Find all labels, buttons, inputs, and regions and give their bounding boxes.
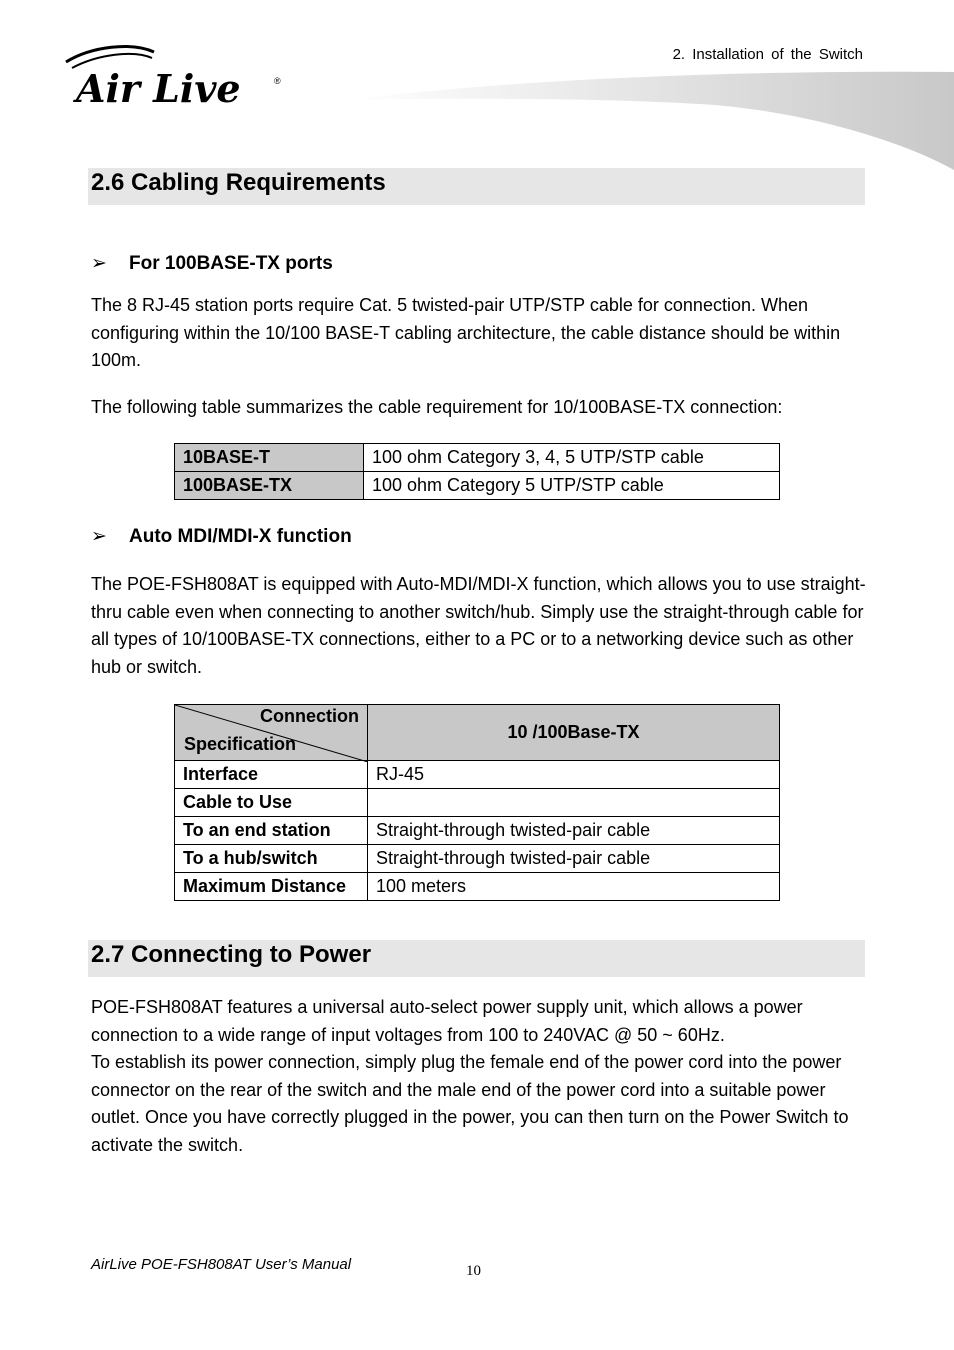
paragraph-power-connection: To establish its power connection, simply plug the female end of the power cord into the power connector on the rear of the switch and the male end of the power cord into a suitable power outlet. Once you have correctly plugged in the power, you can then turn on the Power Switch to activate the switch.: [91, 1052, 849, 1155]
table-cell-value: 100 ohm Category 3, 4, 5 UTP/STP cable: [364, 444, 780, 472]
table-cell-value: Straight-through twisted-pair cable: [368, 845, 780, 873]
table-header-row: [175, 705, 780, 761]
section-heading-bar: [88, 940, 865, 977]
table-cell-value: RJ-45: [368, 761, 780, 789]
table-row: [175, 817, 780, 845]
logo-text: Air Live: [76, 66, 241, 110]
cable-type-table: [174, 443, 780, 500]
svg-text:®: ®: [274, 76, 281, 86]
paragraph-auto-mdi: The POE-FSH808AT is equipped with Auto-MDI/MDI-X function, which allows you to use straight-thru cable even when connecting to another switch/hub. Simply use the straight-through cable for all types of 10/100BASE-TX connections, either to a PC or to a networking device such as other hub or switch.: [91, 574, 866, 677]
chapter-header: 2. Installation of the Switch: [672, 46, 863, 63]
table-column-header: 10 /100Base-TX: [368, 705, 780, 761]
bullet-100base-tx: [91, 252, 333, 275]
table-row: [175, 472, 780, 500]
bullet-label: For 100BASE-TX ports: [129, 253, 333, 274]
table-cell-value: 100 meters: [368, 873, 780, 901]
connection-spec-table: [174, 704, 780, 901]
table-cell-value: Straight-through twisted-pair cable: [368, 817, 780, 845]
bullet-label: Auto MDI/MDI-X function: [129, 526, 352, 547]
table-cell-value: 100 ohm Category 5 UTP/STP cable: [364, 472, 780, 500]
arrow-bullet-icon: ➢: [91, 253, 107, 274]
table-cell-label: 10BASE-T: [175, 444, 364, 472]
table-cell-value: [368, 789, 780, 817]
table-row: [175, 845, 780, 873]
table-cell-label: To an end station: [175, 817, 368, 845]
arrow-bullet-icon: ➢: [91, 526, 107, 547]
paragraph-power-supply: POE-FSH808AT features a universal auto-select power supply unit, which allows a power connection to a wide range of input voltages from 100 to 240VAC @ 50 ~ 60Hz.: [91, 997, 803, 1045]
section-title-power: 2.7 Connecting to Power: [91, 941, 372, 968]
airlive-logo: [62, 44, 292, 110]
paragraph-table-intro: The following table summarizes the cable requirement for 10/100BASE-TX connection:: [91, 397, 783, 417]
table-cell-label: Interface: [175, 761, 368, 789]
table-cell-label: Cable to Use: [175, 789, 368, 817]
table-row: [175, 789, 780, 817]
corner-label-specification: Specification: [184, 734, 297, 754]
table-cell-label: Maximum Distance: [175, 873, 368, 901]
table-row: [175, 444, 780, 472]
table-row: [175, 873, 780, 901]
section-title-cabling: 2.6 Cabling Requirements: [91, 169, 386, 196]
paragraph-ports: The 8 RJ-45 station ports require Cat. 5 twisted-pair UTP/STP cable for connection. When configuring within the 10/100 BASE-T cabling architecture, the cable distance should be within 100m.: [91, 295, 841, 370]
table-cell-label: To a hub/switch: [175, 845, 368, 873]
table-row: [175, 761, 780, 789]
table-corner-cell: [175, 705, 368, 761]
table-cell-label: 100BASE-TX: [175, 472, 364, 500]
corner-label-connection: Connection: [260, 706, 359, 726]
footer-manual-title: AirLive POE-FSH808AT User’s Manual: [91, 1256, 352, 1273]
page-number: 10: [466, 1263, 481, 1279]
bullet-auto-mdi: [91, 525, 352, 548]
section-heading-bar: [88, 168, 865, 205]
